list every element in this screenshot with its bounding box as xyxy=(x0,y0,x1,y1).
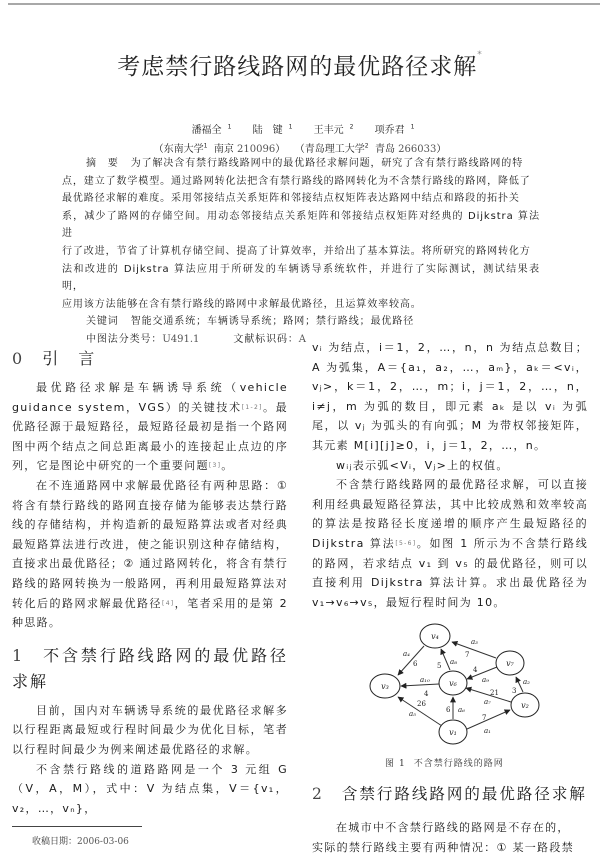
svg-text:v₂: v₂ xyxy=(521,701,529,710)
intro-paragraph-1: 最优路径求解是车辆诱导系统（vehicle guidance system，VGS）的关键技术[1-2]。最优路径源于最短路径，最短路径最初是指一个路网图中两个结点之间总距离最小的连接起止点边的序列，它是图论中研究的一个重要问题[3]。 xyxy=(12,381,288,473)
svg-text:6: 6 xyxy=(446,706,451,714)
svg-text:a₆: a₆ xyxy=(458,706,465,714)
author: 项乔君 $^1$ xyxy=(374,123,415,136)
doc-code-label: 文献标识码： xyxy=(233,333,299,345)
title-text: 考虑禁行路线路网的最优路径求解 xyxy=(117,54,478,80)
svg-text:7: 7 xyxy=(465,651,470,659)
section-1-heading: 1 不含禁行路线路网的最优路径求解 xyxy=(12,645,288,691)
paper-title xyxy=(0,48,600,81)
svg-text:a₄: a₄ xyxy=(403,650,410,658)
figure-1-caption: 图 1 不含禁行路线的路网 xyxy=(385,759,504,769)
clc-label: 中图法分类号： xyxy=(86,333,163,345)
svg-text:v₁: v₁ xyxy=(449,728,457,737)
left-column xyxy=(12,346,288,818)
abstract-label: 摘 要 xyxy=(86,158,119,169)
affiliation: （青岛理工大学$^2$ 青岛 266033） xyxy=(294,142,447,155)
abstract-line: 法和改进的 Dijkstra 算法应用于所研发的车辆诱导系统软件，并进行了实际测试，测试结果表明， xyxy=(62,263,540,293)
author: 王丰元 $^2$ xyxy=(313,123,354,136)
abstract-line: 行了改进，节省了计算机存储空间、提高了计算效率，并给出了基本算法。将所研究的路网转化方 xyxy=(62,245,531,257)
svg-text:a₁₀: a₁₀ xyxy=(420,676,430,684)
svg-text:v₆: v₆ xyxy=(449,679,457,688)
section-2-line: 实际的禁行路线主要有两种情况：① 某一路段禁 xyxy=(312,840,574,854)
section-1-paragraph-2: 不含禁行路线的道路路网是一个 3 元组 G（V，A，M），式中：V 为结点集，V＝{v₁，v₂，…，vₙ}， xyxy=(12,762,288,815)
svg-text:a₇: a₇ xyxy=(484,698,491,706)
intro-paragraph-2: 在不连通路网中求解最优路径有两种思路：① 将含有禁行路线的路网直接存储为能够表达禁行路线的存储结构，并构造新的最短路算法或者对经典最短路算法进行改进，使之能识别这种存储结构，直接求出最优路径；② 通过路网转化，将含有禁行路线的路网转换为一般路网，再利用最短路算法对转化后的路网求解最优路径[4]，笔者采用的是第 2 种思路。 xyxy=(12,478,288,630)
svg-text:a₅: a₅ xyxy=(409,710,416,718)
author-list xyxy=(0,121,600,136)
section-1-paragraph-1: 目前，国内对车辆诱导系统的最优路径求解多以行程距离最短或行程时间最少为优化目标，笔者以行程时间最少为例来阐述最优路径的求解。 xyxy=(12,703,288,756)
section-2-body xyxy=(312,818,588,857)
figure-1-network-graph xyxy=(360,620,560,760)
svg-text:v₃: v₃ xyxy=(381,682,389,691)
section-2 xyxy=(312,781,588,813)
abstract-line: 应用该方法能够在含有禁行路线的路网中求解最优路径，且运算效率较高。 xyxy=(62,298,422,310)
svg-text:26: 26 xyxy=(417,700,426,708)
abstract-line: 系，减少了路网的存储空间。用动态邻接结点关系矩阵和邻接结点权矩阵对经典的 Dijkstra 算法进 xyxy=(62,210,540,240)
weight-paragraph: wᵢⱼ表示弧<Vᵢ，Vⱼ>上的权值。 xyxy=(336,458,509,472)
svg-text:4: 4 xyxy=(473,666,478,674)
definition-paragraph: vᵢ 为结点，i＝1，2，…，n，n 为结点总数目；A 为弧集，A＝{a₁，a₂，…，aₘ}，aₖ＝<vᵢ，vⱼ>，k＝1，2，…，m；i，j＝1，2，…，n，i≠j，m 为弧的数目，即元素 aₖ 是以 vᵢ 为弧尾，以 vⱼ 为弧头的有向弧；M 为带权邻接矩阵，其元素 M[i][j]≥0，i，j＝1，2，…，n。 xyxy=(312,341,588,452)
svg-text:5: 5 xyxy=(437,662,442,670)
abstract-line: 点，建立了数学模型。通过路网转化法把含有禁行路线的路网转化为不含禁行路线的路网，降低了 xyxy=(62,175,531,187)
svg-text:21: 21 xyxy=(490,689,499,697)
svg-text:a₈: a₈ xyxy=(450,658,457,666)
svg-text:a₃: a₃ xyxy=(471,638,478,646)
affiliation: （东南大学$^1$ 南京 210096） xyxy=(153,142,286,155)
author: 陆 键 $^1$ xyxy=(252,123,293,136)
svg-text:3: 3 xyxy=(512,687,517,695)
title-footnote-marker: * xyxy=(477,50,483,60)
svg-text:6: 6 xyxy=(413,660,418,668)
keywords xyxy=(62,313,540,331)
section-0-heading: 0 引 言 xyxy=(12,349,97,368)
doc-code-value: A xyxy=(298,333,307,345)
svg-text:7: 7 xyxy=(482,714,487,722)
section-2-line: 在城市中不含禁行路线的路网是不存在的， xyxy=(336,821,570,834)
svg-text:v₇: v₇ xyxy=(506,659,514,668)
svg-text:v₄: v₄ xyxy=(431,632,439,641)
clc-value: U491.1 xyxy=(162,333,200,345)
network-graph-svg xyxy=(360,620,560,760)
section-2-heading: 2 含禁行路线路网的最优路径求解 xyxy=(312,785,587,803)
right-column xyxy=(312,338,588,612)
svg-text:a₂: a₂ xyxy=(523,678,530,686)
affiliations xyxy=(0,140,600,155)
keywords-label: 关键词 xyxy=(86,316,119,328)
author: 潘福全 $^1$ xyxy=(191,123,232,136)
abstract-line: 最优路径求解的难度。采用邻接结点关系矩阵和邻接结点权矩阵表达路网中结点和路段的拓扑关 xyxy=(62,193,520,205)
keywords-value: 智能交通系统；车辆诱导系统；路网；禁行路线；最优路径 xyxy=(130,316,415,328)
svg-text:a₁: a₁ xyxy=(484,727,491,735)
svg-text:a₉: a₉ xyxy=(482,676,489,684)
abstract xyxy=(62,155,540,349)
footnote-rule xyxy=(12,826,142,827)
received-date-footnote: 收稿日期：2006-03-06 xyxy=(32,837,129,847)
page-top-rule xyxy=(8,3,600,5)
svg-text:4: 4 xyxy=(424,690,429,698)
dijkstra-paragraph: 不含禁行路线路网的最优路径求解，可以直接利用经典最短路径算法，其中比较成熟和效率较高的算法是按路径长度递增的顺序产生最短路径的 Dijkstra 算法[5-6]。如图 1 所示为不含禁行路线的路网，若求结点 v₁ 到 v₅ 的最优路径，则可以直接利用 Dijkstra 算法计算。求出最优路径为 v₁→v₆→v₅，最短行程时间为 10。 xyxy=(312,478,588,609)
abstract-line: 摘 要 为了解决含有禁行路线路网中的最优路径求解问题，研究了含有禁行路线路网的特 xyxy=(86,158,524,169)
